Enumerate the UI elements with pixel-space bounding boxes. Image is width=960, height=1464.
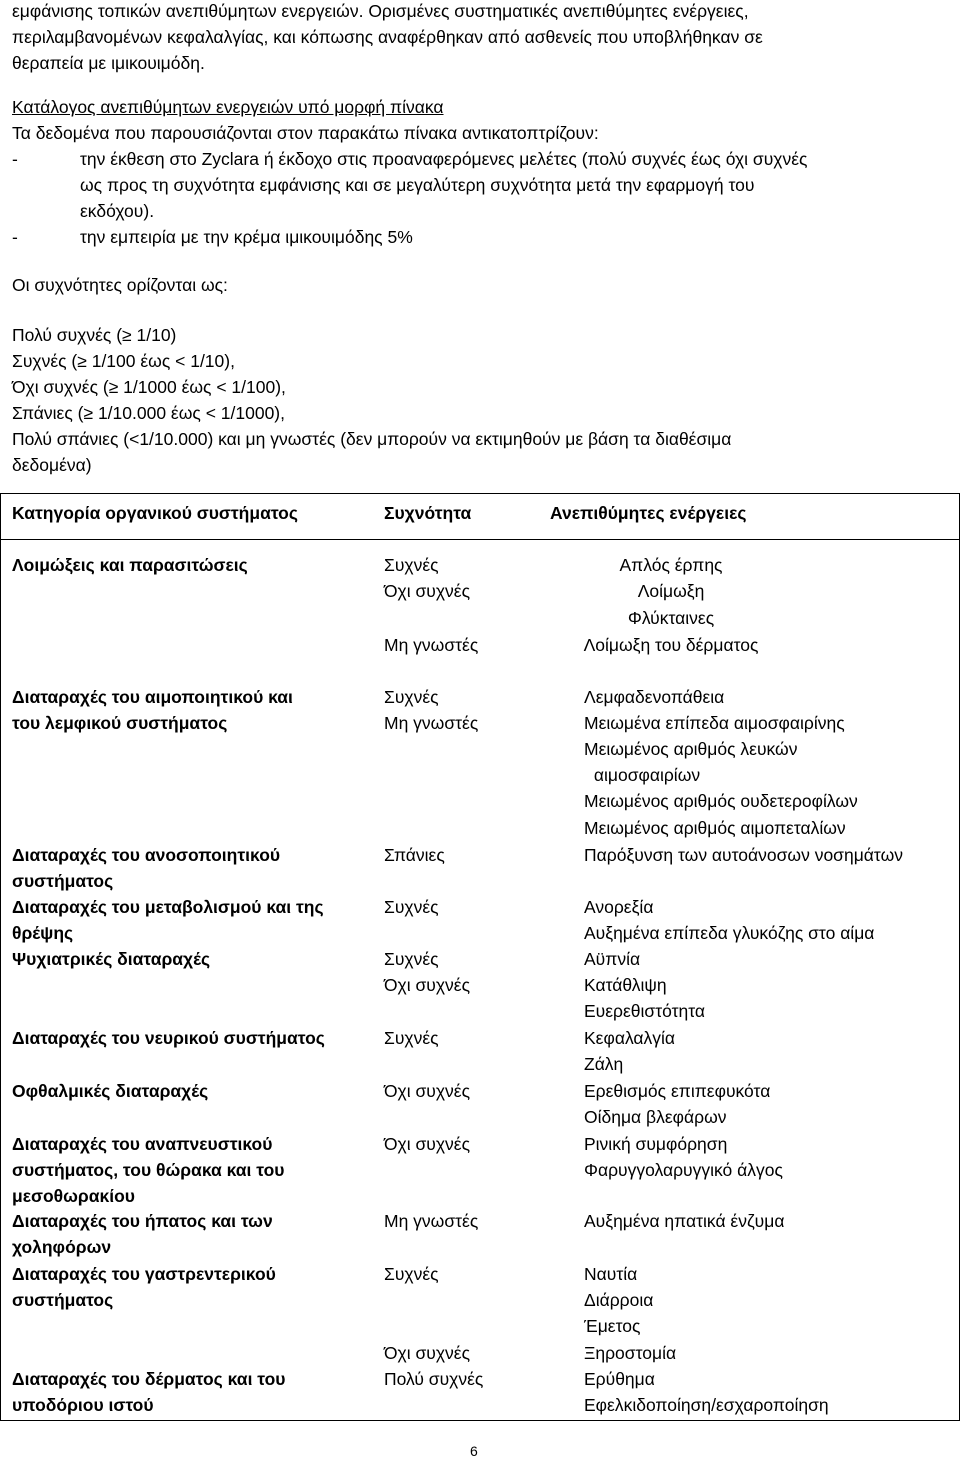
table-header-divider [0,539,960,540]
cat-immune-2: συστήματος [12,871,114,891]
freq-infections-2: Όχι συχνές [384,581,471,601]
cat-respiratory-3: μεσοθωρακίου [12,1186,135,1206]
eff-hepatic-1: Αυξημένα ηπατικά ένζυμα [584,1211,785,1231]
eff-eye-2: Οίδημα βλεφάρων [584,1107,727,1127]
cat-eye: Οφθαλμικές διαταραχές [12,1081,209,1101]
eff-gastro-4: Ξηροστομία [584,1343,677,1363]
eff-metabolism-2: Αυξημένα επίπεδα γλυκόζης στο αίμα [584,923,875,943]
freq-intro: Οι συχνότητες ορίζονται ως: [12,275,228,295]
eff-immune-1: Παρόξυνση των αυτοάνοσων νοσημάτων [584,845,903,865]
eff-gastro-3: Έμετος [584,1316,641,1336]
cat-immune-1: Διαταραχές του ανοσοποιητικού [12,845,281,865]
intro-line-2: περιλαμβανομένων κεφαλαλγίας, και κόπωσης αναφέρθηκαν από ασθενείς που υποβλήθηκαν σε [12,27,763,47]
header-category: Κατηγορία οργανικού συστήματος [12,503,298,523]
page-number: 6 [470,1443,478,1459]
eff-infections-2: Λοίμωξη [637,581,705,601]
freq-immune-1: Σπάνιες [384,845,445,865]
freq-psychiatric-1: Συχνές [384,949,439,969]
freq-eye-1: Όχι συχνές [384,1081,471,1101]
bullet1-line-2: ως προς τη συχνότητα εμφάνισης και σε μεγαλύτερη συχνότητα μετά την εφαρμογή του [80,175,755,195]
table-border-top [0,493,960,494]
eff-psychiatric-2: Κατάθλιψη [584,975,667,995]
freq-nervous-1: Συχνές [384,1028,439,1048]
freq-respiratory-1: Όχι συχνές [384,1134,471,1154]
eff-nervous-2: Ζάλη [584,1054,624,1074]
freq-hepatic-1: Μη γνωστές [384,1211,479,1231]
cat-metabolism-2: θρέψης [12,923,74,943]
eff-blood-4: Μειωμένος αριθμός ουδετεροφίλων [584,791,858,811]
bullet-marker-1: - [12,149,18,169]
cat-gastro-2: συστήματος [12,1290,114,1310]
header-frequency: Συχνότητα [384,503,472,523]
table-border-bottom [0,1420,960,1421]
freq-def-very-common: Πολύ συχνές (≥ 1/10) [12,325,177,345]
eff-blood-1: Λεμφαδενοπάθεια [584,687,725,707]
eff-psychiatric-3: Ευερεθιστότητα [584,1001,706,1021]
eff-blood-3b: αιμοσφαιρίων [593,765,701,785]
freq-def-common: Συχνές (≥ 1/100 έως < 1/10), [12,351,235,371]
freq-def-very-rare-cont: δεδομένα) [12,455,92,475]
eff-eye-1: Ερεθισμός επιπεφυκότα [584,1081,771,1101]
freq-blood-2: Μη γνωστές [384,713,479,733]
cat-respiratory-1: Διαταραχές του αναπνευστικού [12,1134,273,1154]
cat-metabolism-1: Διαταραχές του μεταβολισμού και της [12,897,324,917]
header-effects: Ανεπιθύμητες ενέργειες [550,503,747,523]
eff-gastro-2: Διάρροια [584,1290,654,1310]
intro-line-3: θεραπεία με ιμικουιμόδη. [12,53,205,73]
freq-skin-1: Πολύ συχνές [384,1369,484,1389]
eff-blood-3a: Μειωμένος αριθμός λευκών [584,739,798,759]
eff-psychiatric-1: Αϋπνία [584,949,641,969]
bullet-marker-2: - [12,227,18,247]
eff-blood-5: Μειωμένος αριθμός αιμοπεταλίων [584,818,846,838]
eff-respiratory-1: Ρινική συμφόρηση [584,1134,728,1154]
eff-skin-1: Ερύθημα [584,1369,655,1389]
bullet1-line-1: την έκθεση στο Zyclara ή έκδοχο στις προαναφερόμενες μελέτες (πολύ συχνές έως όχι συχνές [80,149,808,169]
intro-line-1: εμφάνισης τοπικών ανεπιθύμητων ενεργειών. Ορισμένες συστηματικές ανεπιθύμητες ενέργειες, [12,1,749,21]
freq-infections-3: Μη γνωστές [384,635,479,655]
eff-respiratory-2: Φαρυγγολαρυγγικό άλγος [584,1160,783,1180]
freq-def-uncommon: Όχι συχνές (≥ 1/1000 έως < 1/100), [12,377,286,397]
cat-skin-2: υποδόριου ιστού [12,1395,154,1415]
freq-def-very-rare: Πολύ σπάνιες (<1/10.000) και μη γνωστές (δεν μπορούν να εκτιμηθούν με βάση τα διαθέσιμα [12,429,732,449]
cat-gastro-1: Διαταραχές του γαστρεντερικού [12,1264,276,1284]
eff-blood-2: Μειωμένα επίπεδα αιμοσφαιρίνης [584,713,845,733]
bullet1-line-3: εκδόχου). [80,201,155,221]
freq-metabolism-1: Συχνές [384,897,439,917]
section-title: Κατάλογος ανεπιθύμητων ενεργειών υπό μορφή πίνακα [12,97,444,117]
eff-gastro-1: Ναυτία [584,1264,638,1284]
cat-blood-1: Διαταραχές του αιμοποιητικού και [12,687,293,707]
freq-blood-1: Συχνές [384,687,439,707]
eff-skin-2: Εφελκιδοποίηση/εσχαροποίηση [584,1395,829,1415]
cat-psychiatric: Ψυχιατρικές διαταραχές [12,949,211,969]
cat-infections: Λοιμώξεις και παρασιτώσεις [12,555,248,575]
eff-infections-1: Απλός έρπης [619,555,723,575]
cat-blood-2: του λεμφικού συστήματος [12,713,228,733]
bullet2-text: την εμπειρία με την κρέμα ιμικουιμόδης 5% [80,227,413,247]
freq-def-rare: Σπάνιες (≥ 1/10.000 έως < 1/1000), [12,403,285,423]
cat-hepatic-1: Διαταραχές του ήπατος και των [12,1211,273,1231]
freq-gastro-1: Συχνές [384,1264,439,1284]
cat-skin-1: Διαταραχές του δέρματος και του [12,1369,286,1389]
section-lead: Τα δεδομένα που παρουσιάζονται στον παρακάτω πίνακα αντικατοπτρίζουν: [12,123,599,143]
eff-metabolism-1: Ανορεξία [584,897,654,917]
freq-infections-1: Συχνές [384,555,439,575]
eff-infections-3: Φλύκταινες [627,608,715,628]
table-border-left [0,493,1,1421]
eff-infections-4: Λοίμωξη του δέρματος [583,635,759,655]
cat-respiratory-2: συστήματος, του θώρακα και του [12,1160,285,1180]
freq-gastro-2: Όχι συχνές [384,1343,471,1363]
eff-nervous-1: Κεφαλαλγία [584,1028,676,1048]
cat-nervous: Διαταραχές του νευρικού συστήματος [12,1028,325,1048]
freq-psychiatric-2: Όχι συχνές [384,975,471,995]
cat-hepatic-2: χοληφόρων [12,1237,112,1257]
